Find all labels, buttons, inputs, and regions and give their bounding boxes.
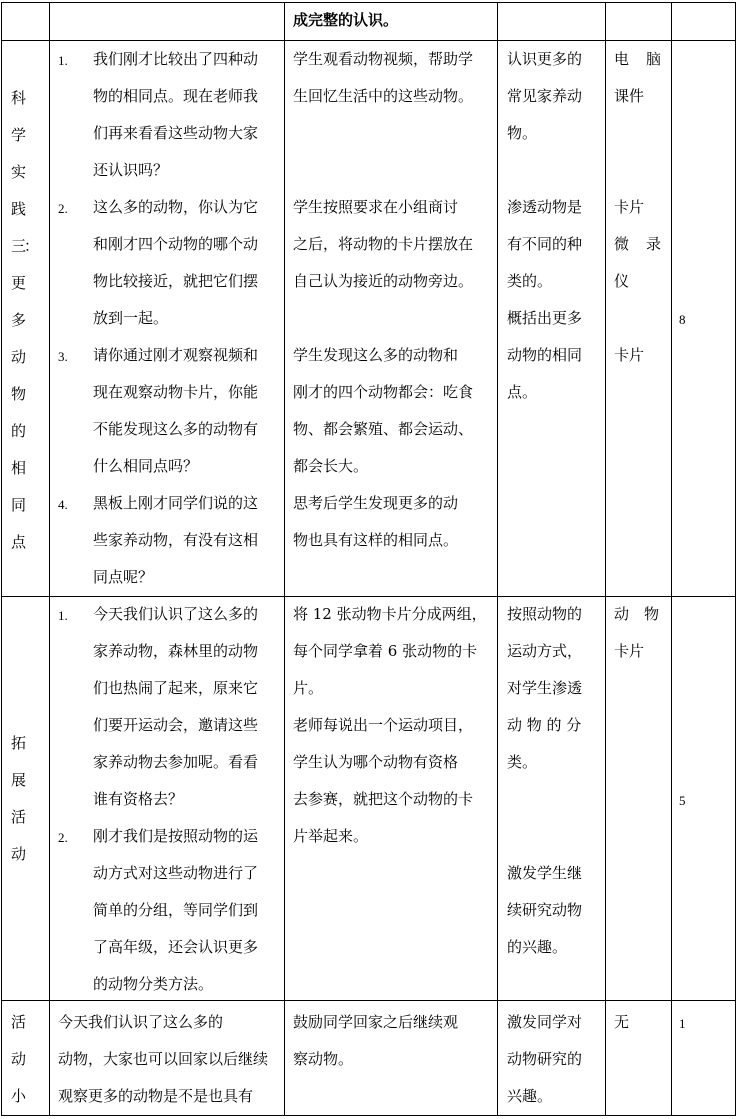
section2-label-char: 展: [11, 771, 27, 789]
paragraph-line: 观察更多的动物是不是也具有: [58, 1087, 254, 1105]
intent-line: 常见家养动: [507, 87, 583, 105]
list-item-line: 们要开运动会，邀请这些: [93, 716, 259, 734]
col-divider-0: [1, 2, 2, 1116]
list-item-line: 现在观察动物卡片，你能: [93, 383, 259, 401]
list-item-line: 什么相同点吗？: [93, 457, 199, 475]
resource-text: 微: [614, 235, 630, 253]
section1-label-char: 同: [11, 496, 27, 514]
list-item-line: 同点呢？: [93, 568, 154, 586]
list-item-line: 动方式对这些动物进行了: [93, 864, 259, 882]
student-line: 学生按照要求在小组商讨: [293, 198, 459, 216]
section1-label-char: 动: [11, 348, 27, 366]
student-line: 将 12 张动物卡片分成两组，: [293, 605, 487, 623]
col-divider-3: [497, 2, 498, 1116]
list-item-line: 谁有资格去？: [93, 790, 184, 808]
table-bottom-border: [1, 1115, 735, 1116]
row-divider-3: [1, 1000, 735, 1001]
student-line: 思考后学生发现更多的动: [293, 494, 459, 512]
list-item-line: 今天我们认识了这么多的: [93, 605, 259, 623]
list-item-line: 我们刚才比较出了四种动: [93, 50, 259, 68]
list-item-line: 还认识吗？: [93, 161, 169, 179]
list-item-line: 请你通过刚才观察视频和: [93, 346, 259, 364]
student-line: 鼓励同学回家之后继续观: [293, 1013, 459, 1031]
intent-line: 激发同学对: [507, 1013, 583, 1031]
intent-line: 有不同的种: [507, 235, 583, 253]
list-number: 4.: [58, 497, 68, 512]
intent-line: 概括出更多: [507, 309, 583, 327]
list-number: 1.: [58, 608, 68, 623]
student-line: 刚才的四个动物都会：吃食: [293, 383, 474, 401]
list-number: 3.: [58, 349, 68, 364]
resource-text: 电: [614, 50, 630, 68]
resource-text: 卡片: [614, 642, 645, 660]
student-line: 老师每说出一个运动项目，: [293, 716, 474, 734]
resource-text: 动 物: [614, 605, 660, 623]
list-item-line: 简单的分组，等同学们到: [93, 901, 259, 919]
section3-time: 1: [679, 1016, 686, 1031]
section2-label-char: 动: [11, 845, 27, 863]
list-number: 1.: [58, 53, 68, 68]
student-line: 察动物。: [293, 1050, 354, 1068]
student-line: 生回忆生活中的这些动物。: [293, 87, 474, 105]
row-divider-1: [1, 40, 735, 41]
list-item-line: 们再来看看这些动物大家: [93, 124, 259, 142]
list-item-line: 物的相同点。现在老师我: [93, 87, 259, 105]
intent-line: 渗透动物是: [507, 198, 583, 216]
list-item-line: 家养动物去参加呢。看看: [93, 753, 259, 771]
list-item-line: 了高年级，还会认识更多: [93, 938, 259, 956]
section1-label-char: 多: [11, 311, 27, 329]
resource-text: 卡片: [614, 346, 645, 364]
section2-label-char: 活: [11, 808, 27, 826]
col-divider-4: [605, 2, 606, 1116]
student-line: 物也具有这样的相同点。: [293, 531, 459, 549]
section1-label-char: 物: [11, 385, 27, 403]
student-line: 片。: [293, 679, 324, 697]
list-item-line: 们也热闹了起来，原来它: [93, 679, 259, 697]
section1-label-char: 点: [11, 533, 27, 551]
list-item-line: 放到一起。: [93, 309, 169, 327]
student-line: 片举起来。: [293, 827, 369, 845]
intent-line: 兴趣。: [507, 1087, 553, 1105]
list-item-line: 和刚才四个动物的哪个动: [93, 235, 259, 253]
student-line: 学生观看动物视频，帮助学: [293, 50, 474, 68]
section2-time: 5: [679, 793, 686, 808]
intent-line: 物。: [507, 124, 538, 142]
intent-line: 动物研究的: [507, 1050, 583, 1068]
intent-line: 点。: [507, 383, 538, 401]
intent-line: 续研究动物: [507, 901, 583, 919]
list-item-line: 黑板上刚才同学们说的这: [93, 494, 259, 512]
resource-text: 课件: [614, 87, 645, 105]
resource-text: 仪: [614, 272, 630, 290]
paragraph-line: 动物，大家也可以回家以后继续: [58, 1050, 269, 1068]
section1-label-char: 相: [11, 459, 27, 477]
section1-label-char: ：: [24, 237, 40, 255]
section2-label-char: 拓: [11, 734, 27, 752]
intent-line: 的兴趣。: [507, 938, 568, 956]
list-item-line: 些家养动物，有没有这相: [93, 531, 259, 549]
student-line: 之后，将动物的卡片摆放在: [293, 235, 474, 253]
section1-label-char: 学: [11, 126, 27, 144]
intent-line: 类的。: [507, 272, 553, 290]
section1-label-char: 三: [11, 237, 27, 255]
paragraph-line: 今天我们认识了这么多的: [58, 1013, 224, 1031]
section3-label-char: 动: [11, 1050, 27, 1068]
list-number: 2.: [58, 201, 68, 216]
section1-label-char: 的: [11, 422, 27, 440]
intent-line: 激发学生继: [507, 864, 583, 882]
top-row-text: 成完整的认识。: [293, 11, 399, 29]
student-line: 每个同学拿着 6 张动物的卡: [293, 642, 478, 660]
intent-line: 对学生渗透: [507, 679, 583, 697]
section1-label-char: 实: [11, 163, 27, 181]
intent-line: 认识更多的: [507, 50, 583, 68]
section3-label-char: 活: [11, 1013, 27, 1031]
student-line: 物、都会繁殖、都会运动、: [293, 420, 474, 438]
col-divider-1: [49, 2, 50, 1116]
section1-label-char: 践: [11, 200, 27, 218]
intent-line: 类。: [507, 753, 538, 771]
list-item-line: 不能发现这么多的动物有: [93, 420, 259, 438]
row-divider-2: [1, 596, 735, 597]
section1-label-char: 科: [11, 89, 27, 107]
resource-text: 录: [646, 235, 662, 253]
resource-text: 脑: [646, 50, 662, 68]
list-number: 2.: [58, 830, 68, 845]
table-top-border: [1, 2, 735, 3]
intent-line: 按照动物的: [507, 605, 583, 623]
section1-time: 8: [679, 312, 686, 327]
col-divider-2: [284, 2, 285, 1116]
section3-label-char: 小: [11, 1087, 27, 1105]
table-right-border: [735, 2, 736, 1116]
student-line: 学生认为哪个动物有资格: [293, 753, 459, 771]
list-item-line: 的动物分类方法。: [93, 975, 214, 993]
intent-line: 运动方式，: [507, 642, 583, 660]
section3-resources: 无: [614, 1013, 630, 1031]
resource-text: 卡片: [614, 198, 645, 216]
student-line: 都会长大。: [293, 457, 369, 475]
section1-label-char: 更: [11, 274, 27, 292]
intent-line: 动 物 的 分: [507, 716, 582, 734]
list-item-line: 刚才我们是按照动物的运: [93, 827, 259, 845]
list-item-line: 家养动物，森林里的动物: [93, 642, 259, 660]
intent-line: 动物的相同: [507, 346, 583, 364]
list-item-line: 物比较接近，就把它们摆: [93, 272, 259, 290]
list-item-line: 这么多的动物，你认为它: [93, 198, 259, 216]
student-line: 去参赛，就把这个动物的卡: [293, 790, 474, 808]
col-divider-5: [671, 2, 672, 1116]
student-line: 自己认为接近的动物旁边。: [293, 272, 474, 290]
student-line: 学生发现这么多的动物和: [293, 346, 459, 364]
